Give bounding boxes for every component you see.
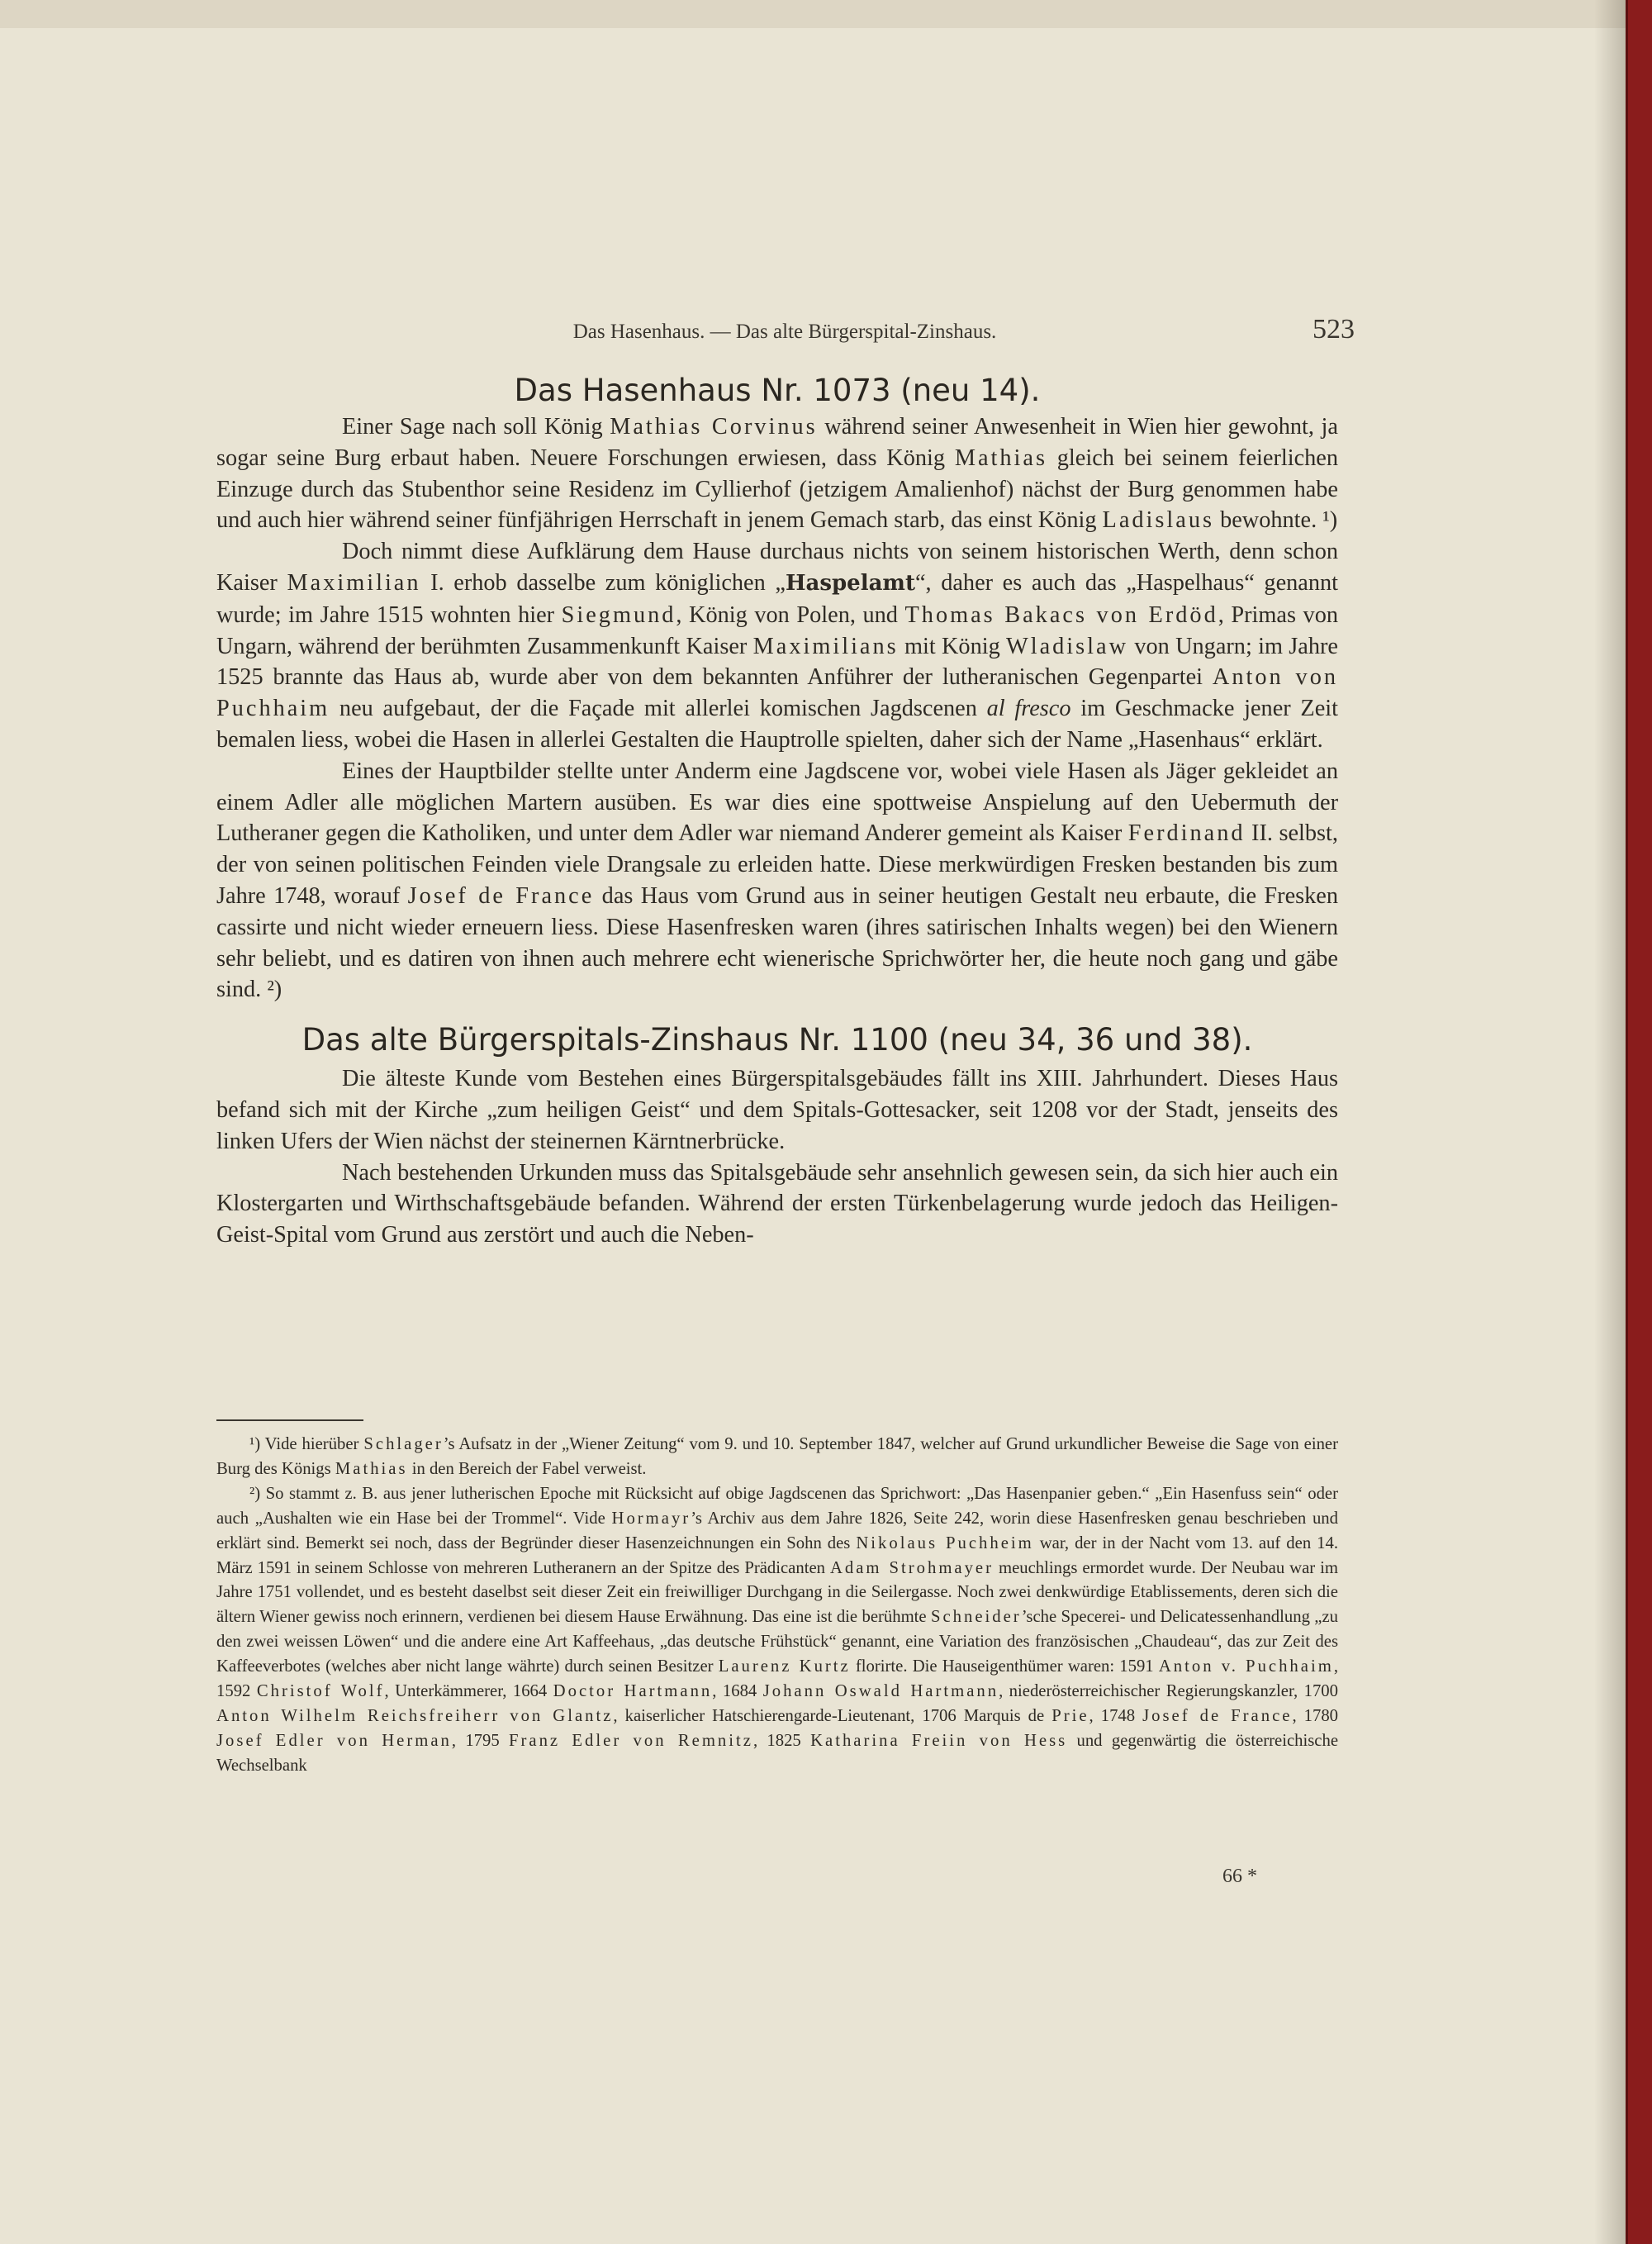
paragraph: Die älteste Kunde vom Bestehen eines Bürgerspitalsgebäudes fällt ins XIII. Jahrhundert. Dieses Haus befand sich mit der Kirche „zum heiligen Geist“ und dem Spitals-Gottesacker, seit 1208 vor der Stadt, jenseits des linken Ufers der Wien nächst der steinernen Kärntnerbrücke. [216,1066,1338,1154]
spaced-name: Ladislaus [1102,507,1214,534]
page-number: 523 [1313,314,1355,345]
text-run: gleich bei seinem feierlichen Einzuge durch das Stubenthor seine Residenz im Cyllierhof (jetzigem Amalienhof) nächst der Burg genommen habe und auch hier während seiner fünfjährigen Herrschaft in jenem Gemach starb, das einst König [216,445,1339,534]
text-run: im Geschmacke jener Zeit bemalen liess, wobei die Hasen in allerlei Gestalten die Hauptrolle spielten, daher sich der Name „Hasenhaus“ erklärt. [216,696,1338,753]
fraktur-word: Haspelamt [785,570,915,596]
text-run: , 1684 [712,1682,763,1701]
spaced-name: Christof Wolf [256,1682,385,1701]
text-run: war, der in der Nacht vom 13. auf den 14. März 1591 in seinem Schlosse von mehreren Lutheranern an der Spitze des Prädicanten [216,1533,1338,1577]
text-run: ’s Aufsatz in der „Wiener Zeitung“ vom 9. und 10. September 1847, welcher auf Grund urkundlicher Beweise die Sage von einer Burg des Königs [216,1435,1338,1478]
paragraph [216,536,1338,756]
spaced-name: Siegmund [561,601,676,628]
main-text [216,370,1338,1251]
spaced-name: Ferdinand [1127,820,1246,847]
spaced-name: Adam Strohmayer [829,1558,995,1577]
spaced-name: Doctor Hartmann [553,1682,713,1701]
running-head-title: Das Hasenhaus. — Das alte Bürgerspital-Zinshaus. [572,321,997,343]
text-run: mit König [898,633,1007,659]
text-run: , kaiserlicher Hatschierengarde-Lieutenant, 1706 Marquis de [613,1706,1052,1725]
spaced-name: Johann Oswald Hartmann [762,1682,999,1701]
spaced-name: Schlager [363,1435,444,1453]
spaced-name: Schneider [930,1608,1022,1627]
text-run: , König von Polen, und [676,601,905,628]
spaced-name: Franz Edler von Remnitz [509,1731,753,1750]
text-run: II. selbst, der von seinen politischen Feinden viele Drangsale zu erleiden hatte. Diese merkwürdigen Fresken bestanden bis zum Jahre 1748, worauf [216,820,1338,909]
text-run: das Haus vom Grund aus in seiner heutigen Gestalt neu erbaute, die Fresken cassirte und nicht wieder erneuern liess. Diese Hasenfresken waren (ihres satirischen Inhalts wegen) bei den Wienern sehr beliebt, und es datiren von ihnen auch mehrere echt wienerische Sprichwörter her, die heute noch gang und gäbe sind. ²) [216,882,1339,1003]
spaced-name: Hormayr [611,1509,691,1528]
footnote-2 [216,1482,1338,1779]
spaced-name: Laurenz Kurtz [718,1657,851,1676]
footnotes [216,1433,1338,1779]
text-run: , 1825 [752,1731,811,1750]
spaced-name: Maximilians [752,633,899,659]
spaced-name: Mathias [335,1459,408,1478]
text-run: bewohnte. ¹) [1214,507,1338,534]
red-binding-edge [1626,0,1652,2244]
page-top-strip [0,0,1626,28]
text-run: I. erhob dasselbe zum königlichen „ [420,569,786,596]
spaced-name: Josef de France [1142,1706,1293,1725]
text-run: ²) So stammt z. B. aus jener lutherischen Epoche mit Rücksicht auf obige Jagdscenen das Sprichwort: „Das Hasenpanier geben.“ „Ein Hasenfuss sein“ oder auch „Aushalten wie ein Hase bei der Trommel“. Vide [216,1484,1338,1528]
spaced-name: Anton von Puchhaim [216,664,1338,722]
text-run: , 1795 [451,1731,510,1750]
section-heading-hasenhaus: Das Hasenhaus Nr. 1073 (neu 14). [514,373,1041,408]
footnote-1 [216,1433,1338,1482]
text-run: , 1780 [1292,1706,1339,1725]
spaced-name: Wladislaw [1006,633,1129,659]
footnote-rule [216,1419,363,1421]
paragraph: Nach bestehenden Urkunden muss das Spitalsgebäude sehr ansehnlich gewesen sein, da sich hier auch ein Klostergarten und Wirthschaftsgebäude befanden. Während der ersten Türkenbelagerung wurde jedoch das Heiligen-Geist-Spital vom Grund aus zerstört und auch die Neben- [216,1159,1338,1248]
paragraph [216,411,1338,536]
text-run: Eines der Hauptbilder stellte unter Anderm eine Jagdscene vor, wobei viele Hasen als Jäger gekleidet an einem Adler alle möglichen Martern ausüben. Es war dies eine spottweise Anspielung auf den Uebermuth der Lutheraner gegen die Katholiken, und unter dem Adler war niemand Anderer gemeint als Kaiser [216,758,1338,847]
text-run: von Ungarn; im Jahre 1525 brannte das Haus ab, wurde aber von dem bekannten Anführer der lutheranischen Gegenpartei [216,633,1338,691]
text-run: Einer Sage nach soll König [342,414,610,440]
text-run: “, daher es auch das „Haspelhaus“ genannt wurde; im Jahre 1515 wohnten hier [216,569,1339,628]
text-run: , 1748 [1089,1706,1143,1725]
text-run: und gegenwärtig die österreichische Wechselbank [216,1731,1339,1775]
spaced-name: Katharina Freiin von Hess [810,1731,1068,1750]
text-run: florirte. Die Hauseigenthümer waren: 1591 [850,1657,1159,1676]
spaced-name: Mathias Corvinus [610,414,818,440]
text-run: während seiner Anwesenheit in Wien hier gewohnt, ja sogar seine Burg erbaut haben. Neuere Forschungen erwiesen, dass König [216,414,1338,471]
spaced-name: Anton Wilhelm Reichsfreiherr von Glantz [216,1706,614,1725]
spaced-name: Josef Edler von Herman [216,1731,452,1750]
spaced-name: Nikolaus Puchheim [856,1533,1034,1552]
spaced-name: Anton v. Puchhaim [1158,1657,1334,1676]
spaced-name: Josef de France [407,882,595,909]
text-run: , Unterkämmerer, 1664 [384,1682,553,1701]
spaced-name: Thomas Bakacs von Erdöd [904,601,1218,628]
text-run: ’sche Specerei- und Delicatessenhandlung „zu den zwei weissen Löwen“ und die andere eine Art Kaffeehaus, „das deutsche Frühstück“ genannt, eine Variation des französischen „Chaudeau“, das zur Zeit des Kaffeeverbotes (welches aber nicht lange währte) durch seinen Besitzer [216,1608,1338,1676]
text-run: , 1592 [216,1657,1338,1701]
italic-phrase: al fresco [986,696,1071,722]
section-heading-buergerspital: Das alte Bürgerspitals-Zinshaus Nr. 1100 (neu 34, 36 und 38). [301,1022,1253,1058]
spaced-name: Mathias [954,445,1047,471]
text-run: neu aufgebaut, der die Façade mit allerlei komischen Jagdscenen [330,696,987,722]
text-run: in den Bereich der Fabel verweist. [407,1459,647,1478]
signature-mark: 66 * [1222,1866,1257,1887]
text-run: , Primas von Ungarn, während der berühmten Zusammenkunft Kaiser [216,601,1338,659]
paragraph [216,756,1338,1006]
text-run: , niederösterreichischer Regierungskanzler, 1700 [999,1682,1338,1701]
text-run: meuchlings ermordet wurde. Der Neubau war im Jahre 1751 vollendet, und es besteht daselbst seit dieser Zeit ein freiwilliger Durchgang in die Seilergasse. Noch zwei denkwürdige Etablissements, deren sich die ältern Wiener gewiss noch erinnern, verdienen bei diesem Hause Erwähnung. Das eine ist die berühmte [216,1558,1338,1627]
page-edge-shadow [1594,0,1626,2244]
text-run: ¹) Vide hierüber [249,1435,364,1453]
running-head [215,314,1355,355]
text-run: ’s Archiv aus dem Jahre 1826, Seite 242, worin diese Hasenfresken genau beschrieben und erklärt sind. Bemerkt sei noch, dass der Begründer dieser Hasenzeichnungen ein Sohn des [216,1509,1338,1552]
text-run: Doch nimmt diese Aufklärung dem Hause durchaus nichts von seinem historischen Werth, denn schon Kaiser [216,539,1338,596]
spaced-name: Maximilian [287,569,421,596]
spaced-name: Prie [1051,1706,1089,1725]
